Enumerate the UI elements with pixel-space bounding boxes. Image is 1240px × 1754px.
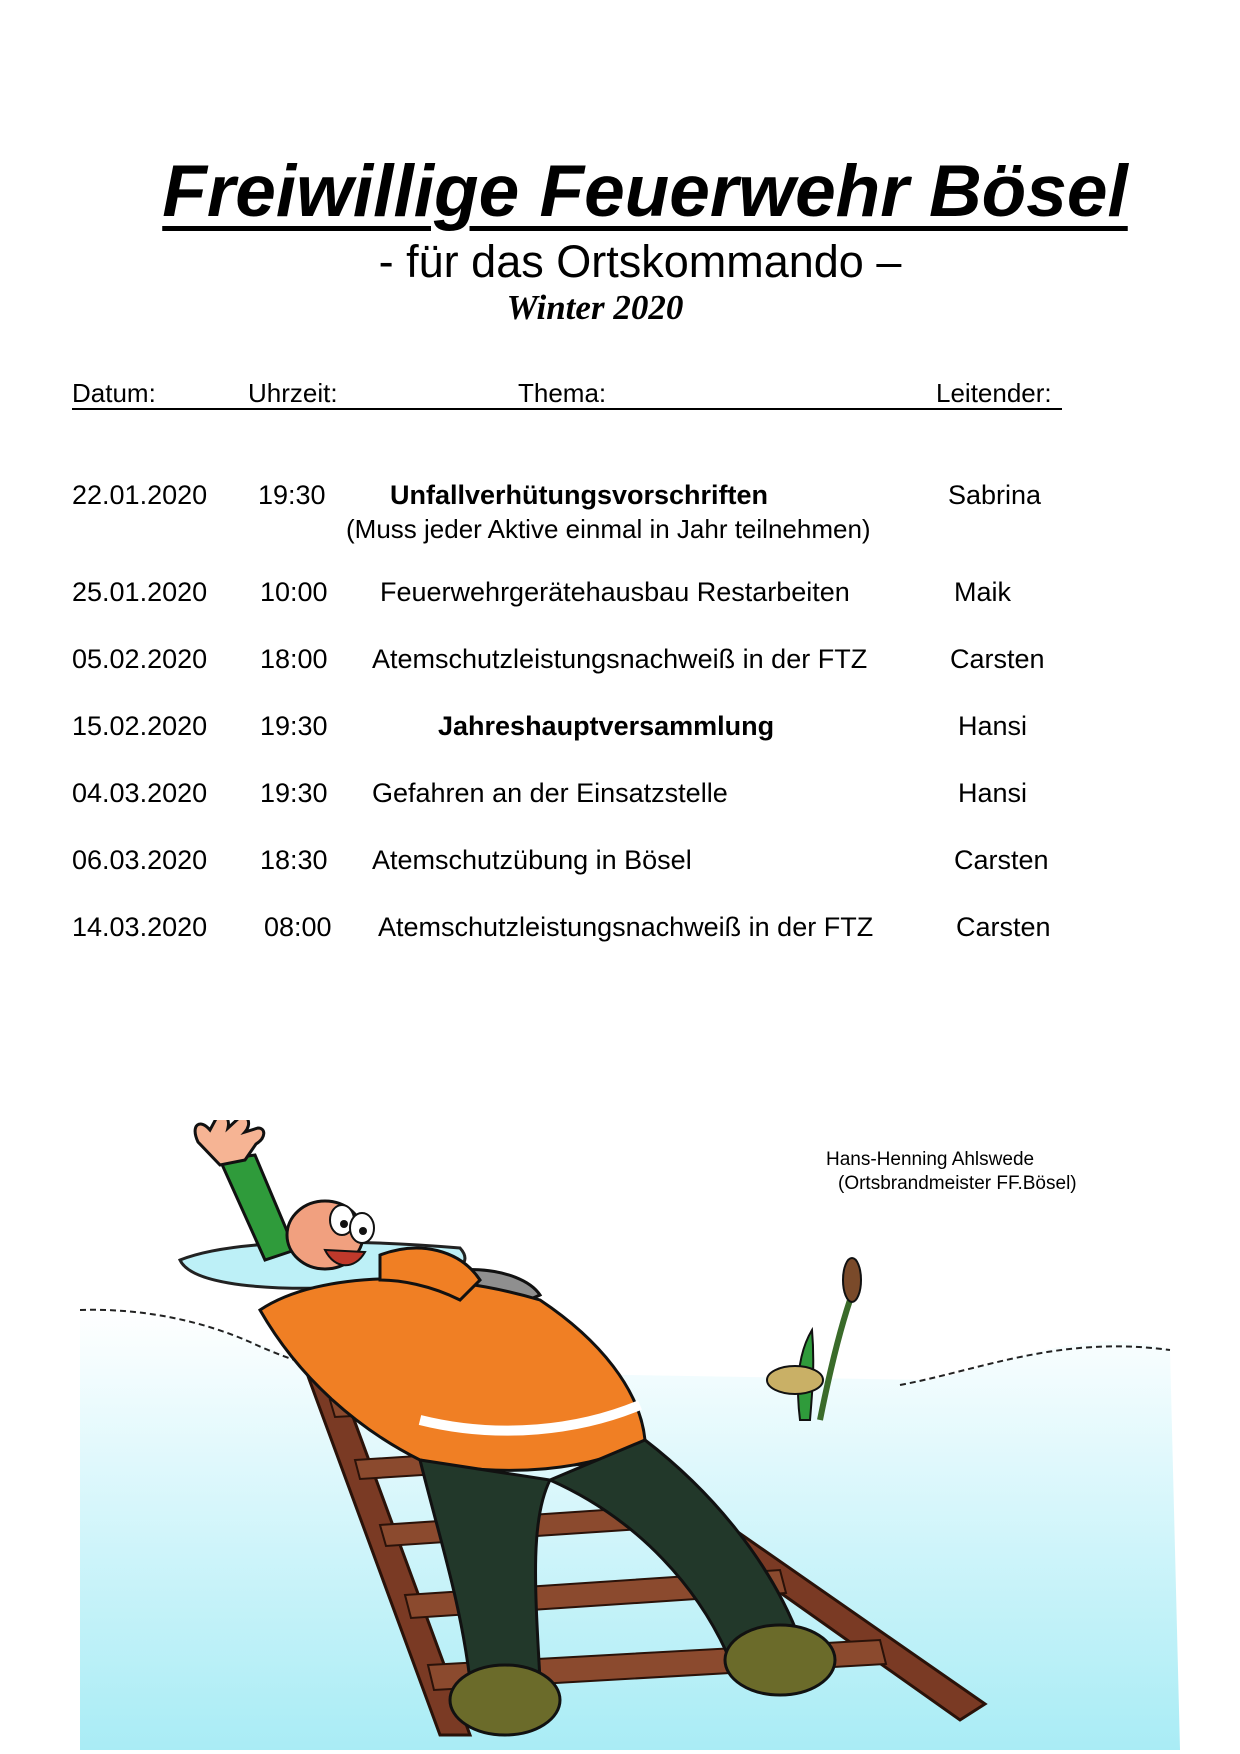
- row-time: 08:00: [264, 912, 332, 942]
- row-date: 14.03.2020: [72, 912, 208, 942]
- column-header-time: Uhrzeit:: [248, 378, 338, 408]
- row-leader: Sabrina: [948, 480, 1042, 510]
- row-time: 18:30: [260, 845, 328, 875]
- row-topic: Gefahren an der Einsatzstelle: [372, 778, 728, 808]
- row-date: 15.02.2020: [72, 711, 208, 741]
- row-topic: Jahreshauptversammlung: [438, 711, 775, 741]
- row-date: 25.01.2020: [72, 577, 208, 607]
- row-leader: Maik: [954, 577, 1012, 607]
- row-time: 19:30: [260, 778, 328, 808]
- row-leader: Hansi: [958, 778, 1028, 808]
- column-header-leader: Leitender:: [936, 378, 1052, 408]
- page-subtitle: - für das Ortskommando –: [378, 236, 902, 287]
- table-header: [72, 378, 1062, 410]
- row-leader: Carsten: [950, 644, 1045, 674]
- row-topic: Atemschutzübung in Bösel: [372, 845, 692, 875]
- signature-name: Hans-Henning Ahlswede: [826, 1149, 1035, 1170]
- arm-sleeve: [220, 1155, 295, 1260]
- column-header-date: Datum:: [72, 378, 156, 408]
- row-topic: Atemschutzleistungsnachweiß in der FTZ: [372, 644, 868, 674]
- row-leader: Carsten: [956, 912, 1051, 942]
- row-time: 19:30: [258, 480, 326, 510]
- row-note: (Muss jeder Aktive einmal in Jahr teilnehmen): [346, 514, 871, 544]
- row-topic: Atemschutzleistungsnachweiß in der FTZ: [378, 912, 874, 942]
- boot-left: [450, 1665, 560, 1735]
- page-title: Freiwillige Feuerwehr Bösel: [162, 151, 1128, 232]
- column-header-topic: Thema:: [518, 378, 607, 408]
- signature-role: (Ortsbrandmeister FF.Bösel): [838, 1173, 1077, 1194]
- fish: [767, 1366, 823, 1394]
- row-date: 22.01.2020: [72, 480, 208, 510]
- row-time: 10:00: [260, 577, 328, 607]
- row-date: 04.03.2020: [72, 778, 208, 808]
- row-topic: Unfallverhütungsvorschriften: [390, 480, 769, 510]
- row-time: 18:00: [260, 644, 328, 674]
- row-leader: Carsten: [954, 845, 1049, 875]
- row-date: 06.03.2020: [72, 845, 208, 875]
- row-leader: Hansi: [958, 711, 1028, 741]
- row-time: 19:30: [260, 711, 328, 741]
- row-topic: Feuerwehrgerätehausbau Restarbeiten: [380, 577, 850, 607]
- reed-cattail: [843, 1258, 861, 1302]
- season-label: Winter 2020: [506, 288, 684, 327]
- ice-rescue-illustration: [80, 1120, 1180, 1750]
- row-date: 05.02.2020: [72, 644, 208, 674]
- boot-right: [725, 1625, 835, 1695]
